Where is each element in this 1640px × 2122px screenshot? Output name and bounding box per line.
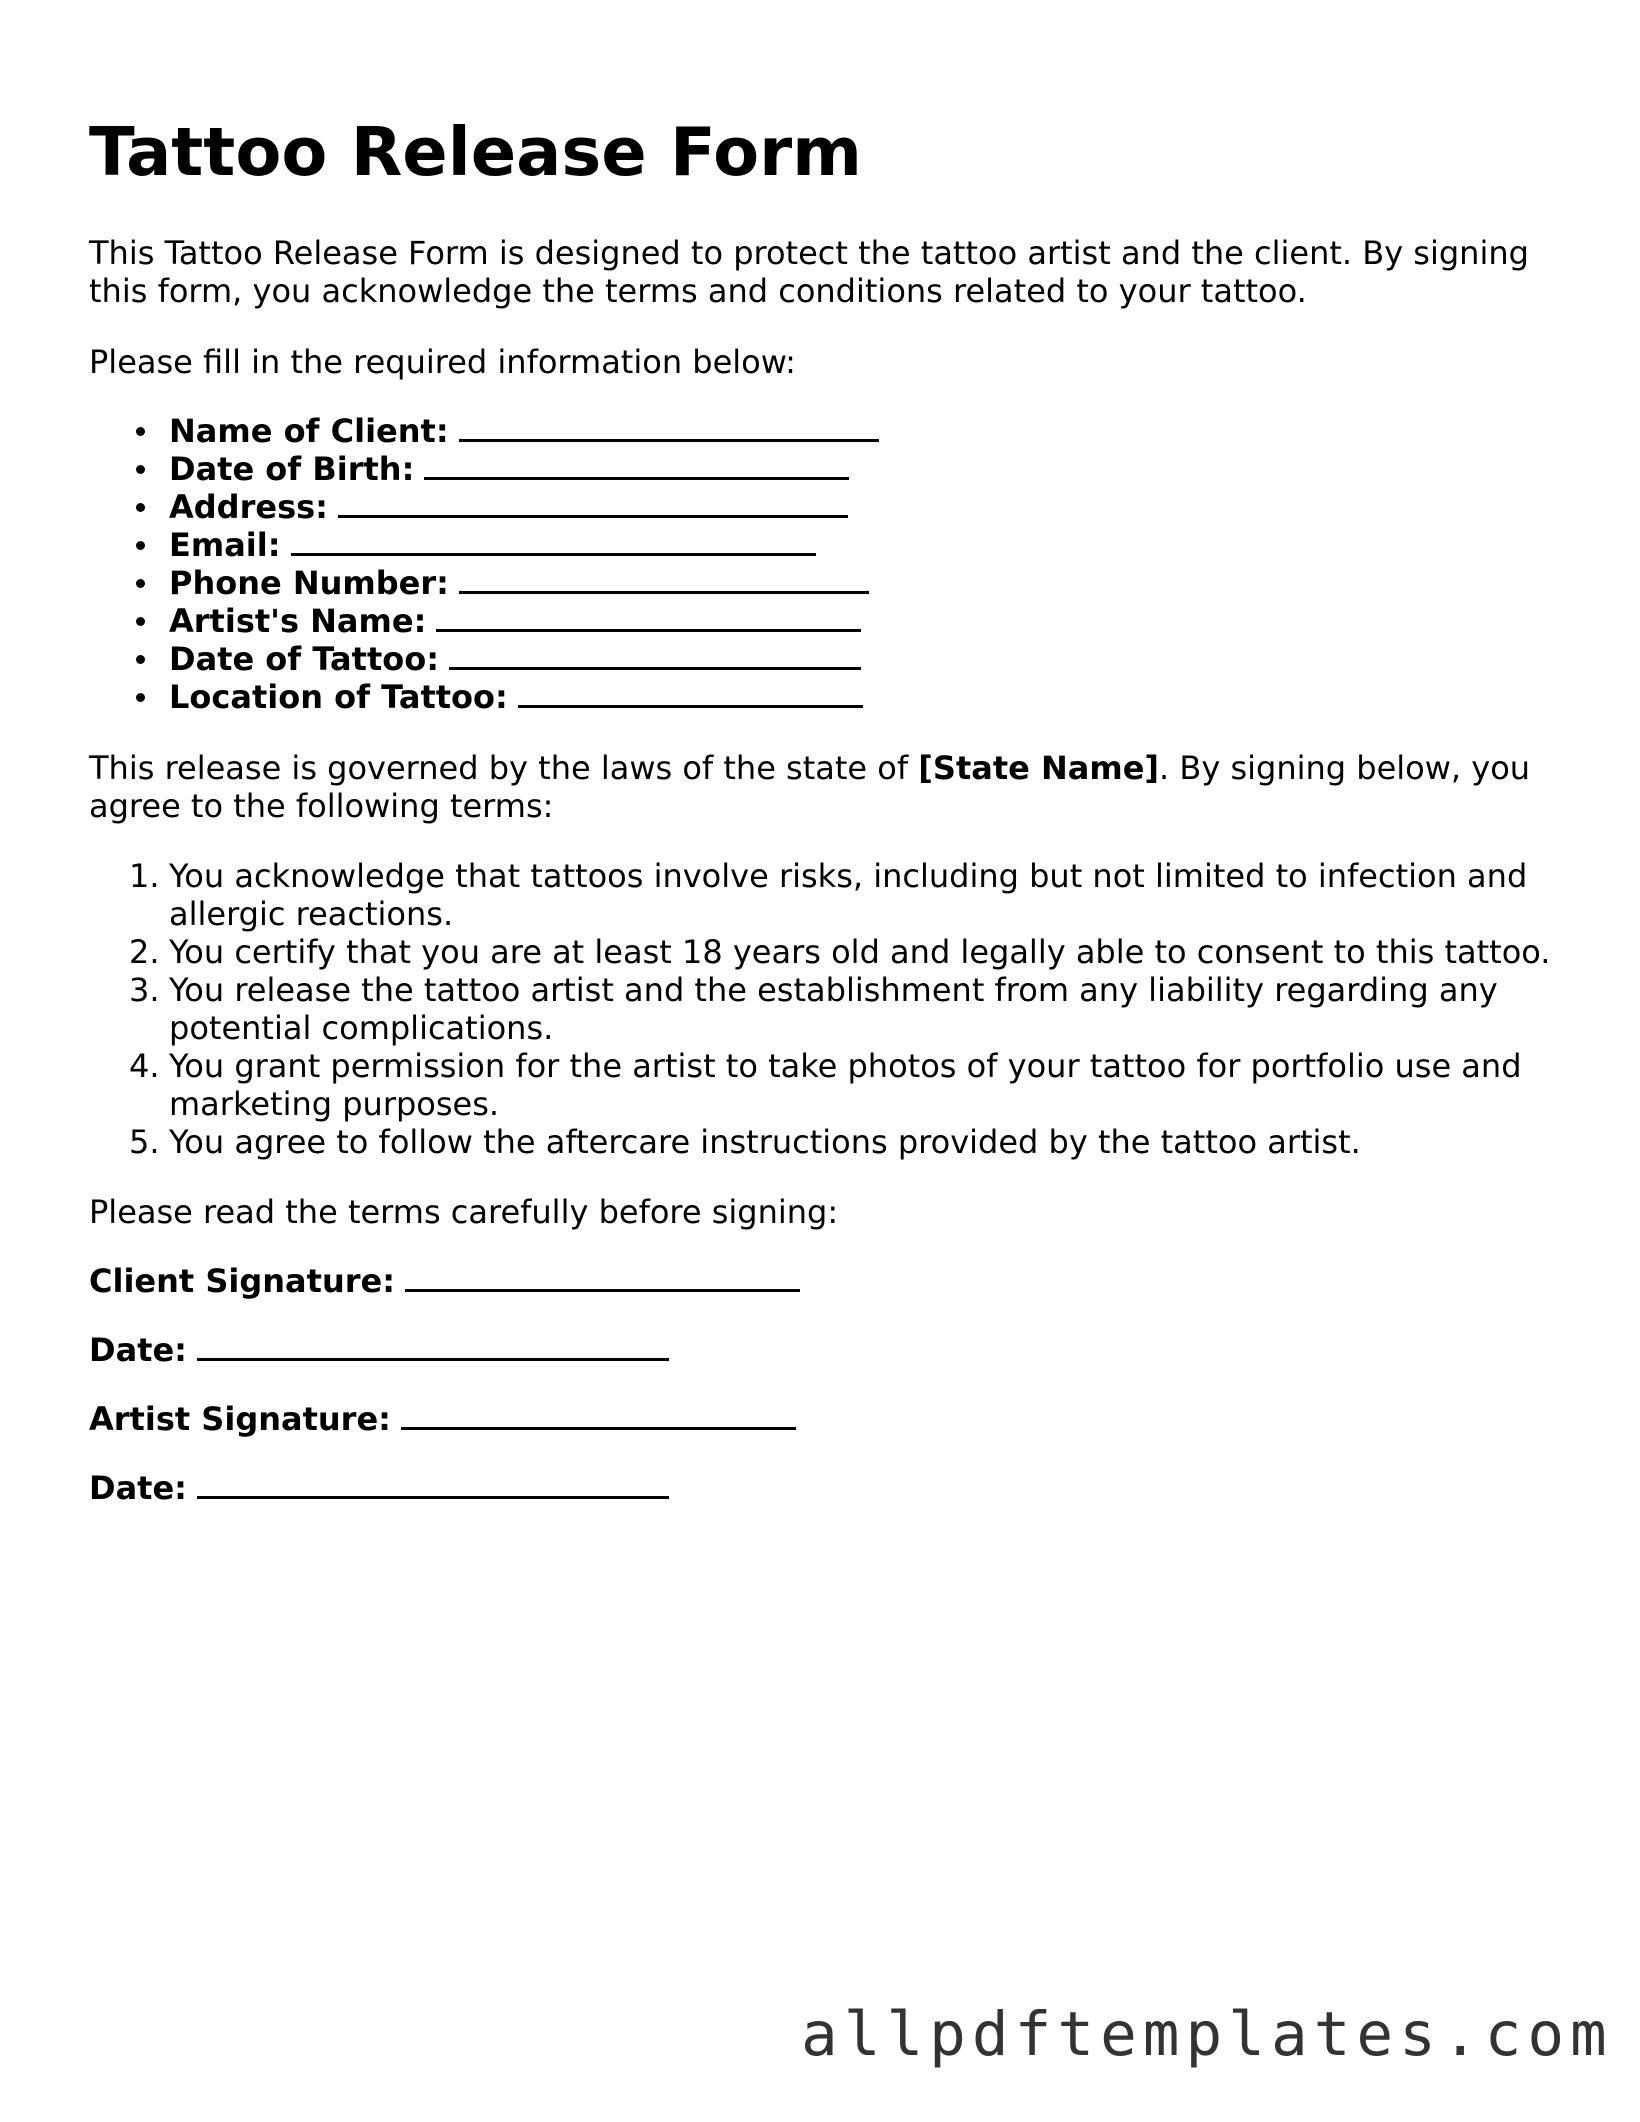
field-label: Phone Number: [169,564,449,602]
artist-date-line [89,1469,669,1507]
term-number: 2. [129,933,160,971]
address-blank[interactable] [338,489,848,518]
field-date-of-birth [169,450,879,488]
governing-law-paragraph [89,749,1569,825]
governed-text-after: . By signing below, you agree to the following terms: [89,749,1531,825]
term-item [129,857,1629,933]
term-item [129,933,1629,971]
field-label: Artist's Name: [169,602,427,640]
artist-signature-blank[interactable] [401,1401,796,1430]
field-label: Address: [169,488,328,526]
phone-number-blank[interactable] [459,565,869,594]
field-location-of-tattoo [169,678,879,716]
term-number: 1. [129,857,160,895]
artist-signature-label: Artist Signature: [89,1400,391,1438]
field-label: Date of Tattoo: [169,640,439,678]
term-item [129,971,1629,1047]
artists-name-blank[interactable] [436,603,861,632]
artist-signature-line [89,1400,796,1438]
field-label: Email: [169,526,281,564]
term-number: 4. [129,1047,160,1085]
field-name-of-client [169,412,879,450]
read-prompt: Please read the terms carefully before signing: [89,1193,839,1231]
name-of-client-blank[interactable] [459,413,879,442]
term-text: You release the tattoo artist and the establishment from any liability regarding any potential complications. [169,971,1498,1047]
terms-list [89,857,1629,1161]
field-phone-number [169,564,879,602]
client-date-blank[interactable] [197,1332,669,1361]
term-text: You certify that you are at least 18 years old and legally able to consent to this tattoo. [169,933,1551,971]
client-signature-label: Client Signature: [89,1262,395,1300]
field-date-of-tattoo [169,640,879,678]
term-number: 5. [129,1123,160,1161]
term-number: 3. [129,971,160,1009]
field-label: Date of Birth: [169,450,415,488]
intro-paragraph: This Tattoo Release Form is designed to protect the tattoo artist and the client. By signing this form, you acknowledge the terms and conditions related to your tattoo. [89,234,1529,310]
date-of-tattoo-blank[interactable] [449,641,861,670]
artist-date-blank[interactable] [197,1470,669,1499]
client-date-label: Date: [89,1331,187,1369]
site-watermark: allpdftemplates.com [801,1999,1613,2070]
field-address [169,488,879,526]
field-artists-name [169,602,879,640]
client-signature-line [89,1262,800,1300]
fill-prompt: Please fill in the required information below: [89,343,796,381]
artist-date-label: Date: [89,1469,187,1507]
client-signature-blank[interactable] [405,1263,800,1292]
term-text: You acknowledge that tattoos involve risks, including but not limited to infection and allergic reactions. [169,857,1528,933]
term-item [129,1047,1629,1123]
state-name-placeholder: [State Name] [918,749,1160,787]
client-info-list [89,412,879,716]
term-item [129,1123,1629,1161]
location-of-tattoo-blank[interactable] [518,679,863,708]
governed-text-before: This release is governed by the laws of the state of [89,749,919,787]
term-text: You grant permission for the artist to take photos of your tattoo for portfolio use and marketing purposes. [169,1047,1522,1123]
page-title: Tattoo Release Form [89,113,862,191]
date-of-birth-blank[interactable] [424,451,849,480]
client-date-line [89,1331,669,1369]
field-email [169,526,879,564]
email-blank[interactable] [291,527,816,556]
field-label: Name of Client: [169,412,449,450]
term-text: You agree to follow the aftercare instructions provided by the tattoo artist. [169,1123,1361,1161]
field-label: Location of Tattoo: [169,678,508,716]
